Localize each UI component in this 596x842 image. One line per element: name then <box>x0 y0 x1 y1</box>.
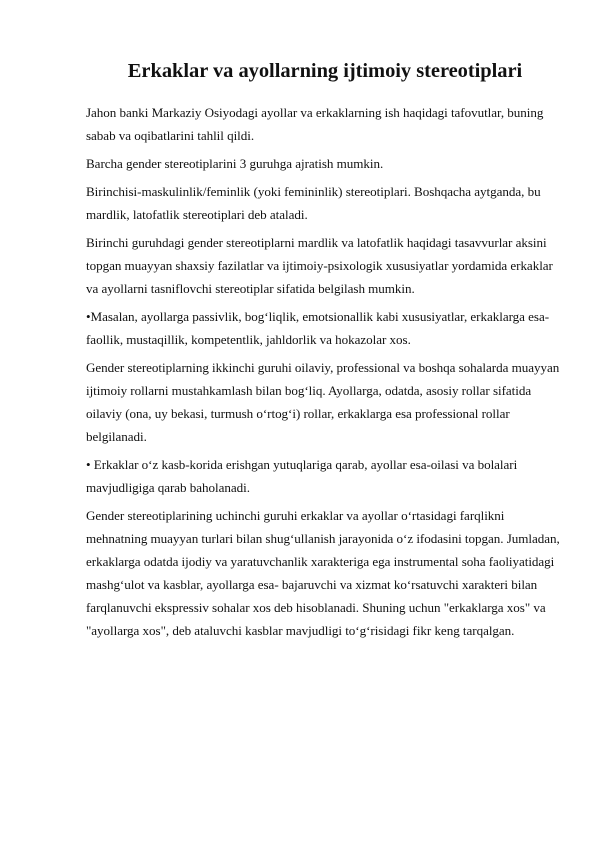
paragraph: Gender stereotiplarning ikkinchi guruhi oilaviy, professional va boshqa sohalarda muayyan ijtimoiy rollarni mustahkamlash bilan bog‘liq. Ayollarga, odatda, asosiy rollar sifatida oilaviy (ona, uy bekasi, turmush o‘rtog‘i) rollar, erkaklarga esa professional rollar belgilanadi. <box>86 360 560 444</box>
document-title: Erkaklar va ayollarning ijtimoiy stereotiplari <box>127 60 523 82</box>
paragraph: Barcha gender stereotiplarini 3 guruhga ajratish mumkin. <box>86 156 384 171</box>
paragraph: • Erkaklar o‘z kasb-korida erishgan yutuqlariga qarab, ayollar esa-oilasi va bolalari mavjudligiga qarab baholanadi. <box>86 457 518 495</box>
paragraph: Birinchisi-maskulinlik/feminlik (yoki femininlik) stereotiplari. Boshqacha aytganda, bu mardlik, latofatlik stereotiplari deb ataladi. <box>86 184 541 222</box>
paragraph: Gender stereotiplarining uchinchi guruhi erkaklar va ayollar o‘rtasidagi farqlikni mehnatning muayyan turlari bilan shug‘ullanish jarayonida o‘z ifodasini topgan. Jumladan, erkaklarga odatda ijodiy va yaratuvchanlik xarakteriga ega instrumental soha faoliyatidagi mashg‘ulot va kasblar, ayollarga esa- bajaruvchi va xizmat ko‘rsatuvchi xarakteri bilan farqlanuvchi ekspressiv sohalar xos deb hisoblanadi. Shuning uchun "erkaklarga xos" va "ayollarga xos", deb ataluvchi kasblar mavjudligi to‘g‘risidagi fikr keng tarqalgan. <box>86 508 560 638</box>
paragraph: Jahon banki Markaziy Osiyodagi ayollar va erkaklarning ish haqidagi tafovutlar, buning sabab va oqibatlarini tahlil qildi. <box>86 105 544 143</box>
paragraph: •Masalan, ayollarga passivlik, bog‘liqlik, emotsionallik kabi xususiyatlar, erkaklarga esa-faollik, mustaqillik, kompetentlik, jahldorlik va hokazolar xos. <box>86 309 550 347</box>
paragraph: Birinchi guruhdagi gender stereotiplarni mardlik va latofatlik haqidagi tasavvurlar aksini topgan muayyan shaxsiy fazilatlar va ijtimoiy-psixologik xususiyatlar yordamida erkaklar va ayollarni tasniflovchi stereotiplar sifatida belgilash mumkin. <box>86 235 553 296</box>
